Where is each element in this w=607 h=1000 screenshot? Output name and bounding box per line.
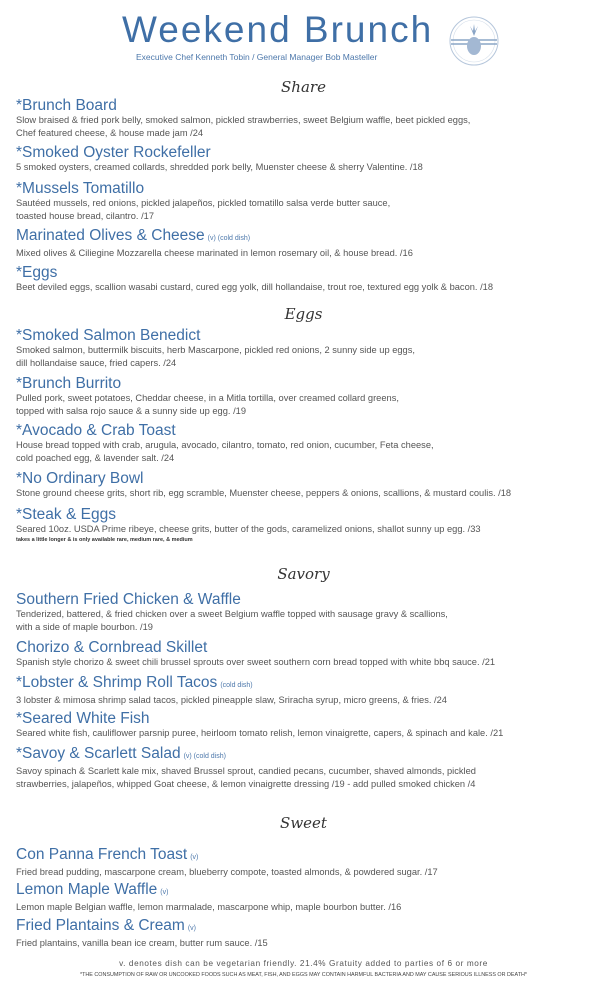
menu-item	[16, 180, 599, 222]
section-title-eggs: Eggs	[284, 305, 323, 323]
item-name: *No Ordinary Bowl	[16, 470, 144, 487]
menu-item	[16, 470, 599, 500]
item-description: topped with salsa rojo sauce & a sunny side up egg. /19	[16, 405, 246, 416]
pineapple-emblem-icon	[449, 13, 499, 70]
item-tags: (v)	[160, 889, 169, 896]
item-description: Pulled pork, sweet potatoes, Cheddar cheese, in a Mitla tortilla, over creamed collard greens,	[16, 393, 399, 403]
item-description: cold poached egg, & lavender salt. /24	[16, 452, 175, 463]
item-description: 5 smoked oysters, creamed collards, shredded pork belly, Muenster cheese & sherry Valentine. /18	[16, 162, 423, 172]
item-description: dill hollandaise sauce, fried capers. /24	[16, 357, 177, 368]
item-description: Stone ground cheese grits, short rib, egg scramble, Muenster cheese, peppers & onions, scallions, & mustard coulis. /18	[16, 488, 512, 498]
menu-item	[16, 144, 599, 174]
section-title-savory: Savory	[277, 565, 330, 583]
item-description: with a side of maple bourbon. /19	[16, 621, 153, 632]
menu-item	[16, 639, 599, 669]
item-name: Lemon Maple Waffle	[16, 881, 158, 898]
menu-title: Weekend Brunch	[122, 9, 434, 50]
item-description: 3 lobster & mimosa shrimp salad tacos, pickled pineapple slaw, Sriracha syrup, micro greens, & fries. /24	[16, 695, 447, 705]
item-name: *Savoy & Scarlett Salad	[16, 745, 181, 762]
item-description: Chef featured cheese, & house made jam /24	[16, 127, 204, 138]
menu-item	[16, 674, 599, 707]
item-name: Marinated Olives & Cheese	[16, 227, 205, 244]
section-title-share: Share	[281, 78, 326, 96]
item-name: *Seared White Fish	[16, 710, 150, 727]
item-description: Seared 10oz. USDA Prime ribeye, cheese grits, butter of the gods, caramelized onions, shallot sunny up egg. /33	[16, 524, 481, 534]
menu-item	[16, 327, 599, 369]
menu-item	[16, 97, 599, 139]
item-description: Fried bread pudding, mascarpone cream, blueberry compote, toasted almonds, & powdered sugar. /17	[16, 867, 438, 877]
menu-item	[16, 745, 599, 790]
item-name: *Brunch Burrito	[16, 375, 122, 392]
item-name: *Brunch Board	[16, 97, 117, 114]
menu-item	[16, 846, 599, 879]
item-description: Sautéed mussels, red onions, pickled jalapeños, pickled tomatillo salsa verde butter sauce,	[16, 198, 391, 208]
item-tags: (v) (cold dish)	[183, 753, 226, 760]
item-description: Spanish style chorizo & sweet chili brussel sprouts over sweet southern corn bread topped with white bbq sauce. /21	[16, 657, 496, 667]
item-description: Mixed olives & Ciliegine Mozzarella cheese marinated in lemon rosemary oil, & house bread. /16	[16, 248, 413, 258]
item-description: toasted house bread, cilantro. /17	[16, 210, 154, 221]
item-name: Chorizo & Cornbread Skillet	[16, 639, 208, 656]
menu-item	[16, 506, 599, 545]
item-name: *Smoked Oyster Rockefeller	[16, 144, 211, 161]
item-name: Southern Fried Chicken & Waffle	[16, 591, 241, 608]
item-tags: (v)	[190, 854, 199, 861]
item-name: *Steak & Eggs	[16, 506, 116, 523]
menu-subtitle: Executive Chef Kenneth Tobin / General Manager Bob Masteller	[136, 52, 378, 62]
menu-item	[16, 591, 599, 633]
item-description: Seared white fish, cauliflower parsnip puree, heirloom tomato relish, lemon vinaigrette, capers, & spinach and kale. /21	[16, 728, 504, 738]
menu-item	[16, 375, 599, 417]
item-description: Slow braised & fried pork belly, smoked salmon, pickled strawberries, sweet Belgium waffle, beet pickled eggs,	[16, 115, 471, 125]
menu-item	[16, 422, 599, 464]
menu-item	[16, 227, 599, 260]
item-tags: (cold dish)	[220, 682, 253, 689]
item-description: strawberries, jalapeños, whipped Goat cheese, & lemon vinaigrette dressing /19 - add pulled smoked chicken /4	[16, 778, 476, 789]
item-description: Tenderized, battered, & fried chicken over a sweet Belgium waffle topped with sausage gravy & scallions,	[16, 609, 448, 619]
item-note: takes a little longer & is only available rare, medium rare, & medium	[16, 536, 193, 543]
item-name: *Avocado & Crab Toast	[16, 422, 176, 439]
menu-item	[16, 710, 599, 740]
item-tags: (v)	[187, 925, 197, 932]
menu-item	[16, 917, 599, 950]
vegetarian-gratuity-note: v. denotes dish can be vegetarian friendly. 21.4% Gratuity added to parties of 6 or more	[119, 959, 488, 968]
item-name: *Lobster & Shrimp Roll Tacos	[16, 674, 218, 691]
item-description: Lemon maple Belgian waffle, lemon marmalade, mascarpone whip, maple bourbon butter. /16	[16, 902, 402, 912]
item-description: House bread topped with crab, arugula, avocado, cilantro, tomato, red onion, cucumber, Feta cheese,	[16, 440, 434, 450]
item-name: *Smoked Salmon Benedict	[16, 327, 201, 344]
item-name: *Eggs	[16, 264, 58, 281]
section-title-sweet: Sweet	[280, 814, 327, 832]
menu-item	[16, 264, 599, 294]
consumption-warning: *THE CONSUMPTION OF RAW OR UNCOOKED FOODS SUCH AS MEAT, FISH, AND EGGS MAY CONTAIN HARMFUL BACTERIA AND MAY CAUSE SERIOUS ILLNESS OR DEATH*	[80, 972, 527, 978]
menu-item	[16, 881, 599, 914]
item-description: Savoy spinach & Scarlett kale mix, shaved Brussel sprout, candied pecans, cucumber, shaved almonds, pickled	[16, 766, 476, 776]
item-name: Con Panna French Toast	[16, 846, 188, 863]
item-description: Fried plantains, vanilla bean ice cream, butter rum sauce. /15	[16, 938, 268, 948]
item-description: Smoked salmon, buttermilk biscuits, herb Mascarpone, pickled red onions, 2 sunny side up eggs,	[16, 345, 415, 355]
item-name: *Mussels Tomatillo	[16, 180, 145, 197]
item-tags: (v) (cold dish)	[207, 235, 251, 242]
item-name: Fried Plantains & Cream	[16, 917, 185, 934]
item-description: Beet deviled eggs, scallion wasabi custard, cured egg yolk, dill hollandaise, trout roe, textured egg yolk & bacon. /18	[16, 282, 494, 292]
